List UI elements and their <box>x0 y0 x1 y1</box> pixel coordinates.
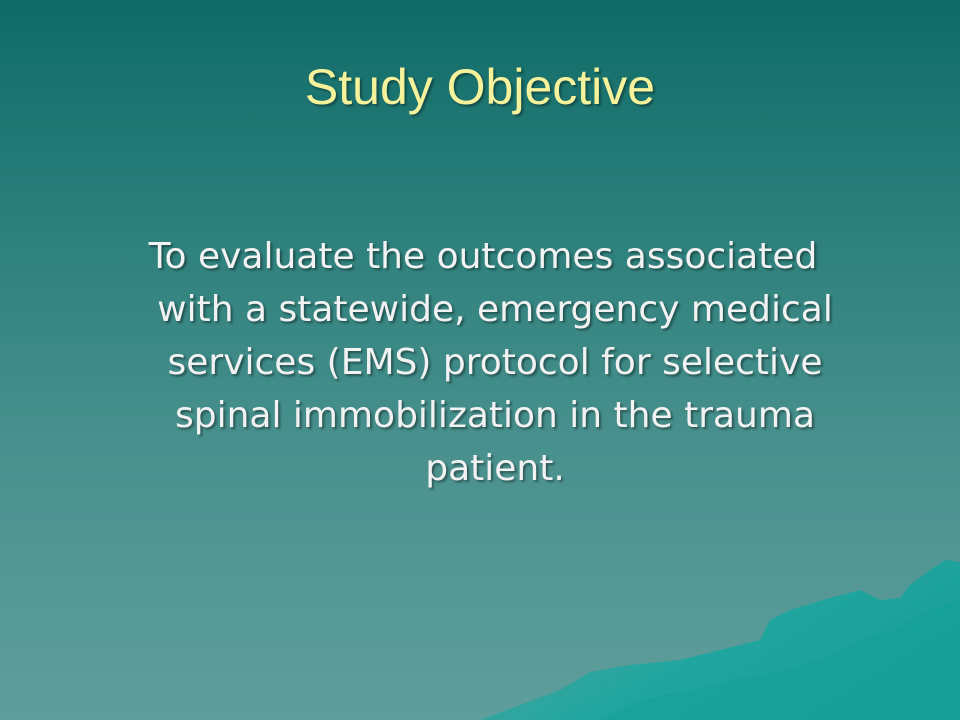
slide-body <box>150 230 840 495</box>
slide-title: Study Objective <box>304 59 656 115</box>
objective-text: To evaluate the outcomes associated with a statewide, emergency medical services (EMS) protocol for selective spinal immobilization in the trauma patient. <box>148 236 833 489</box>
